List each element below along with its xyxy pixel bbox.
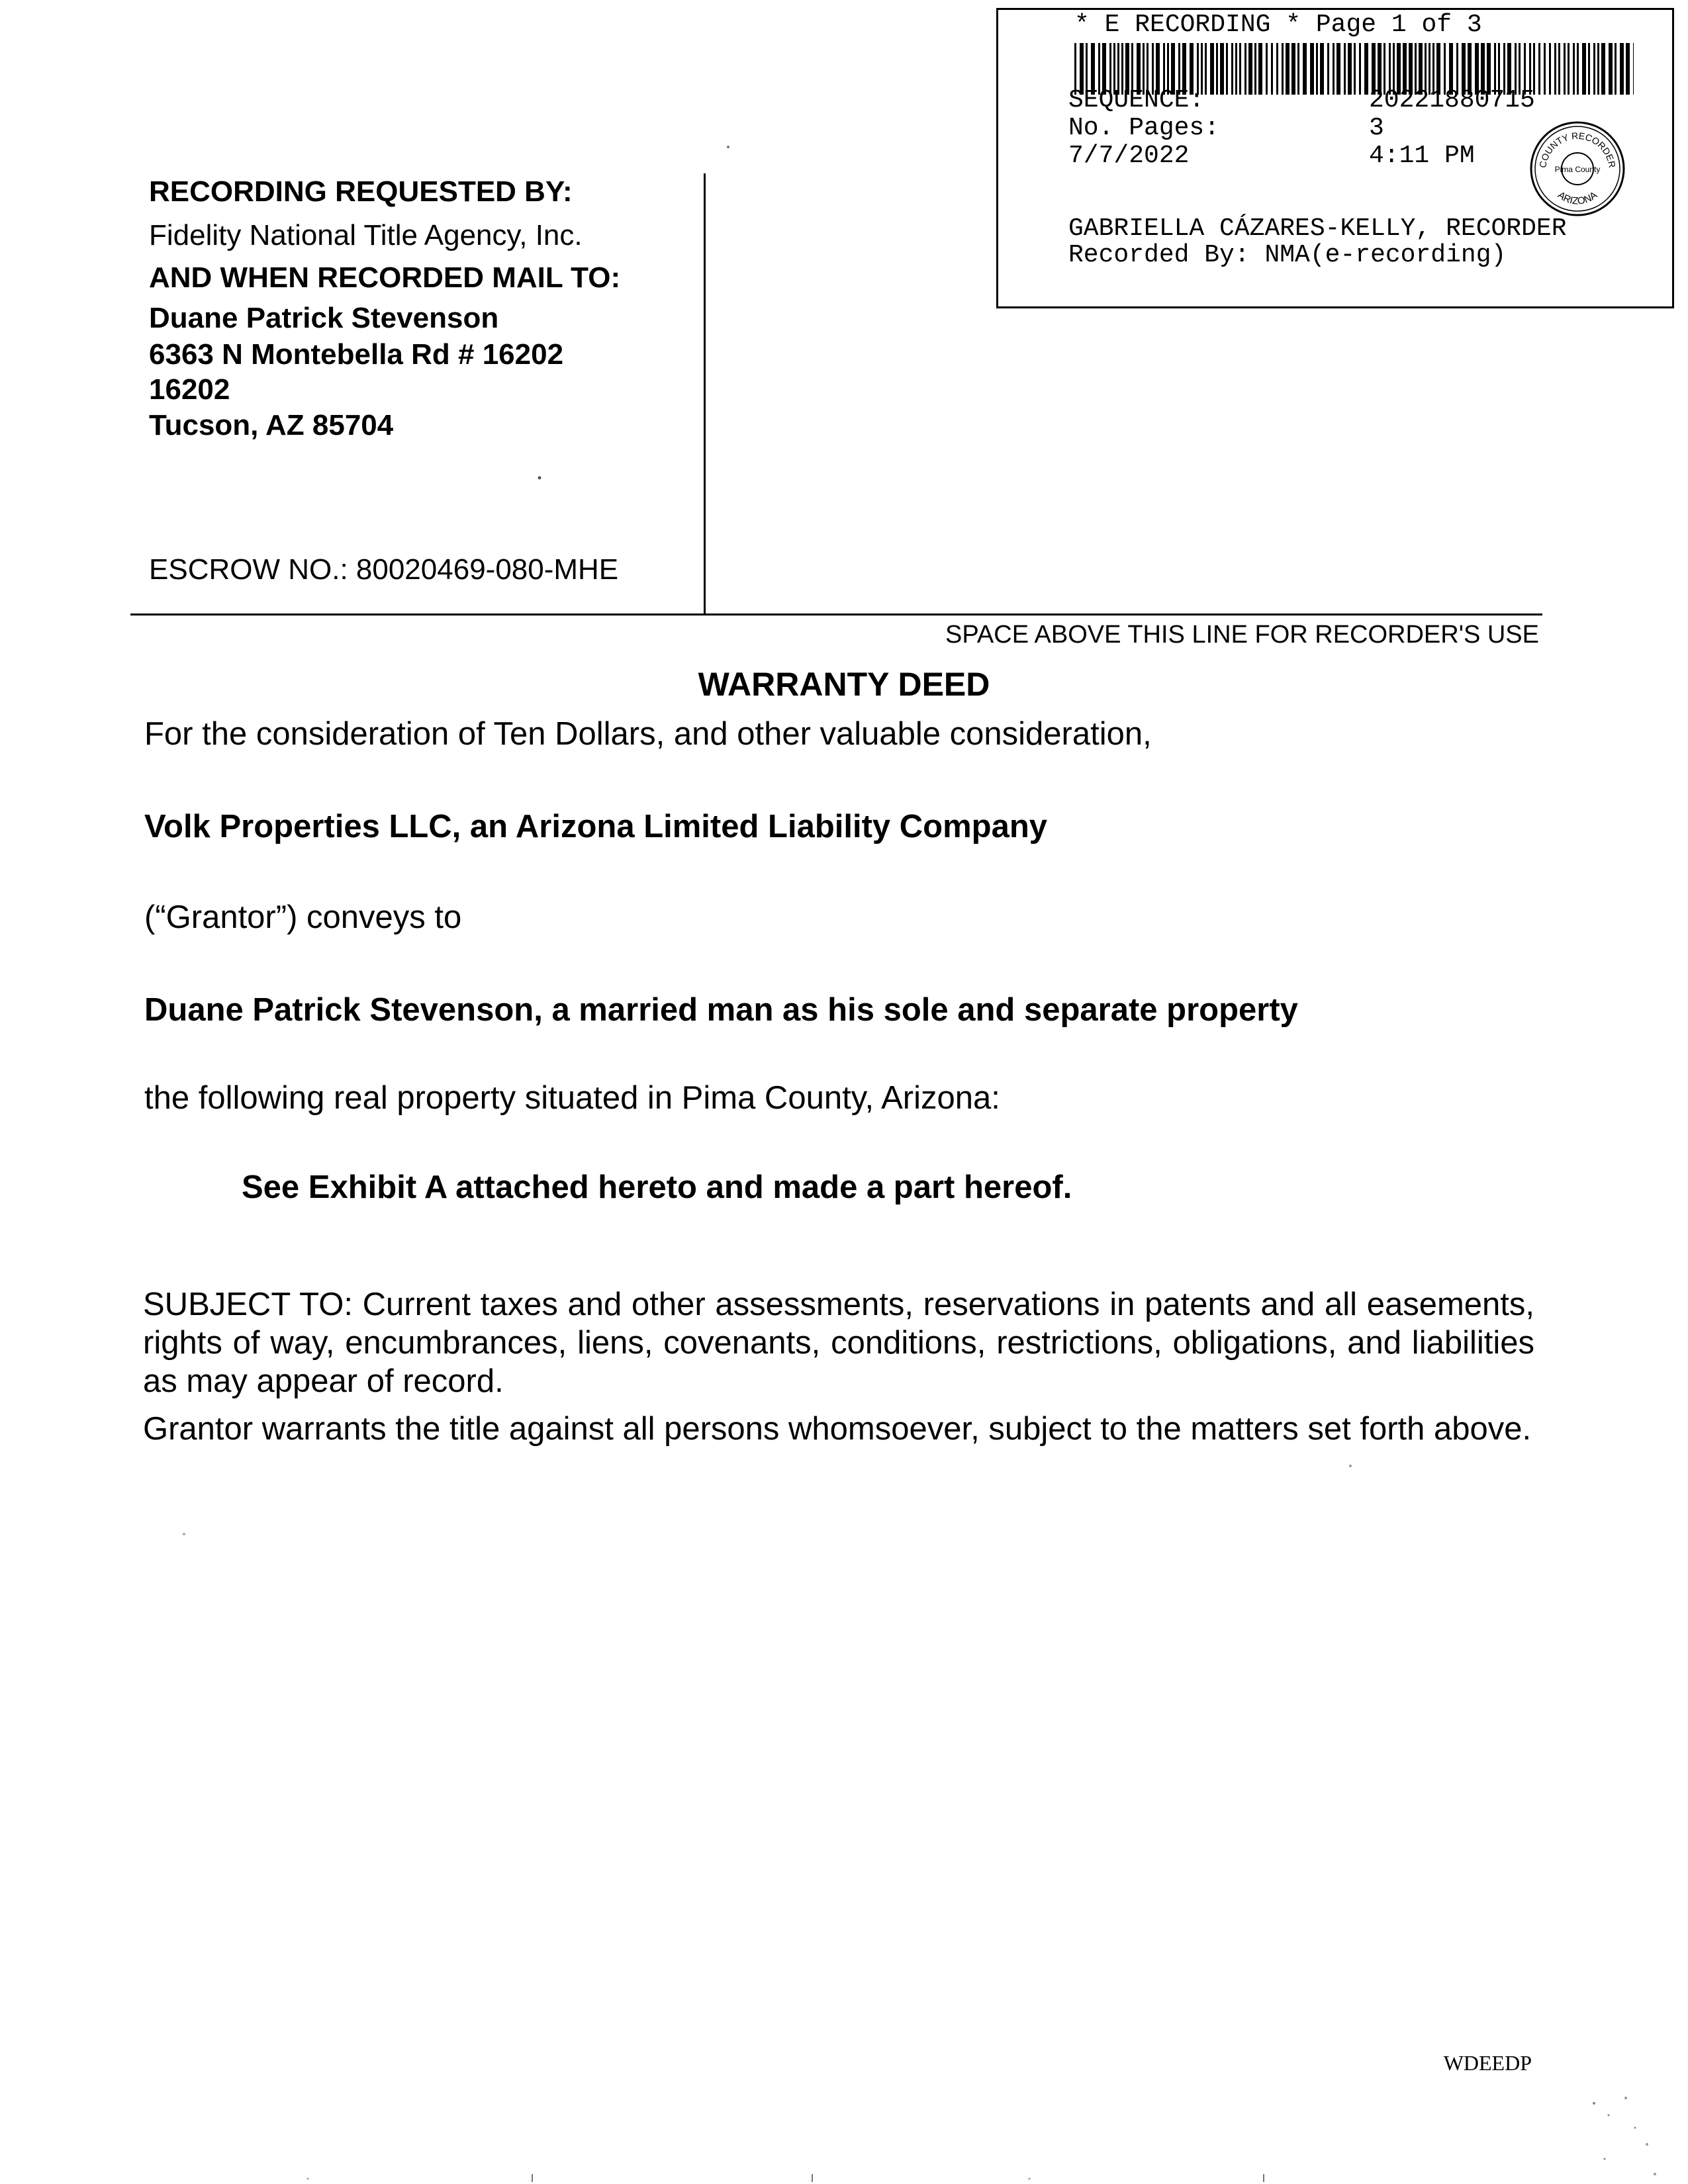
recorded-by: Recorded By: NMA(e-recording) — [1068, 241, 1507, 269]
barcode-bar — [1601, 43, 1605, 95]
barcode-bar — [1582, 43, 1586, 95]
barcode-bar — [1239, 43, 1241, 95]
seal-center-text: Pima County — [1554, 165, 1601, 174]
recorder-stamp — [996, 8, 1674, 308]
barcode-bar — [1359, 43, 1361, 95]
barcode-bar — [1282, 43, 1284, 95]
pages-label: No. Pages: — [1068, 114, 1220, 142]
barcode-bar — [1254, 43, 1256, 95]
conveys-clause: (“Grantor”) conveys to — [144, 899, 462, 935]
county-recorder-seal — [1528, 119, 1627, 218]
barcode-bar — [1588, 43, 1590, 95]
recording-time: 4:11 PM — [1369, 142, 1475, 170]
recorder-name: GABRIELLA CÁZARES-KELLY, RECORDER — [1068, 214, 1567, 243]
barcode-bar — [1310, 43, 1314, 95]
barcode-bar — [1226, 43, 1228, 95]
barcode-bar — [1220, 43, 1224, 95]
barcode-bar — [1568, 43, 1570, 95]
barcode-bar — [1266, 43, 1268, 95]
barcode-bar — [1538, 43, 1540, 95]
barcode-bar — [1609, 43, 1613, 95]
barcode-bar — [1258, 43, 1262, 95]
barcode-bar — [1297, 43, 1299, 95]
warranty-paragraph: Grantor warrants the title against all persons whomsoever, subject to the matters set forth above. — [143, 1411, 1532, 1447]
escrow-number: ESCROW NO.: 80020469-080-MHE — [149, 553, 619, 586]
barcode-bar — [1316, 43, 1318, 95]
subject-to-paragraph: SUBJECT TO: Current taxes and other assessments, reservations in patents and all easements, rights of way, encumbrances, liens, covenants, conditions, restrictions, obligations, and liabilities as may appear of record. — [143, 1287, 1534, 1399]
barcode-bar — [1327, 43, 1329, 95]
barcode-bar — [1620, 43, 1624, 95]
barcode-bar — [1333, 43, 1335, 95]
deed-title: WARRANTY DEED — [698, 666, 990, 703]
barcode-bar — [1235, 43, 1237, 95]
barcode-bar — [1626, 43, 1630, 95]
barcode-bar — [1615, 43, 1617, 95]
svg-text:COUNTY RECORDER — [1537, 130, 1618, 169]
barcode-bar — [1210, 43, 1214, 95]
grantor-name: Volk Properties LLC, an Arizona Limited Liability Company — [144, 809, 1048, 844]
recorder-use-note: SPACE ABOVE THIS LINE FOR RECORDER'S USE — [945, 621, 1539, 649]
barcode-bar — [1291, 43, 1295, 95]
barcode-bar — [1344, 43, 1346, 95]
seal-bottom-text: ARIZONA — [1555, 189, 1600, 207]
barcode-bar — [1244, 43, 1246, 95]
barcode-bar — [1276, 43, 1278, 95]
barcode-bar — [1544, 43, 1546, 95]
barcode-bar — [1248, 43, 1252, 95]
barcode-bar — [1564, 43, 1566, 95]
vertical-divider — [704, 173, 706, 615]
exhibit-reference: See Exhibit A attached hereto and made a part hereof. — [242, 1169, 1072, 1205]
barcode-bar — [1354, 43, 1356, 95]
mail-to-heading: AND WHEN RECORDED MAIL TO: — [149, 261, 621, 294]
mail-to-name: Duane Patrick Stevenson — [149, 302, 499, 334]
barcode-bar — [1271, 43, 1273, 95]
barcode-bar — [1633, 43, 1634, 95]
barcode-bar — [1593, 43, 1595, 95]
barcode-bar — [1348, 43, 1352, 95]
recording-requested-heading: RECORDING REQUESTED BY: — [149, 175, 573, 208]
barcode-bar — [1549, 43, 1551, 95]
barcode-bar — [1205, 43, 1207, 95]
requesting-company: Fidelity National Title Agency, Inc. — [149, 219, 583, 251]
mail-to-city: Tucson, AZ 85704 — [149, 409, 394, 441]
barcode-bar — [1231, 43, 1233, 95]
barcode-bar — [1320, 43, 1324, 95]
sequence-label: SEQUENCE: — [1068, 86, 1205, 114]
barcode-bar — [1216, 43, 1218, 95]
grantee-name: Duane Patrick Stevenson, a married man as his sole and separate property — [144, 992, 1298, 1028]
barcode-bar — [1336, 43, 1340, 95]
barcode-bar — [1577, 43, 1579, 95]
form-code: WDEEDP — [1443, 2051, 1532, 2075]
recording-date: 7/7/2022 — [1068, 142, 1190, 170]
property-intro: the following real property situated in Pima County, Arizona: — [144, 1080, 1000, 1116]
mail-to-address-line2: 16202 — [149, 373, 230, 406]
svg-text:ARIZONA — [1556, 189, 1599, 206]
recorder-use-line — [130, 614, 1542, 615]
mail-to-address-line1: 6363 N Montebella Rd # 16202 — [149, 338, 564, 371]
stamp-header: * E RECORDING * Page 1 of 3 — [1074, 11, 1482, 39]
barcode-bar — [1554, 43, 1556, 95]
barcode-bar — [1558, 43, 1560, 95]
barcode-bar — [1573, 43, 1575, 95]
sequence-value: 20221880715 — [1369, 86, 1535, 114]
barcode-bar — [1303, 43, 1307, 95]
seal-top-text: COUNTY RECORDER — [1537, 130, 1618, 169]
barcode-bar — [1364, 43, 1368, 95]
consideration-clause: For the consideration of Ten Dollars, and other valuable consideration, — [144, 716, 1152, 752]
pages-value: 3 — [1369, 114, 1384, 142]
barcode-bar — [1597, 43, 1599, 95]
barcode-bar — [1286, 43, 1289, 95]
